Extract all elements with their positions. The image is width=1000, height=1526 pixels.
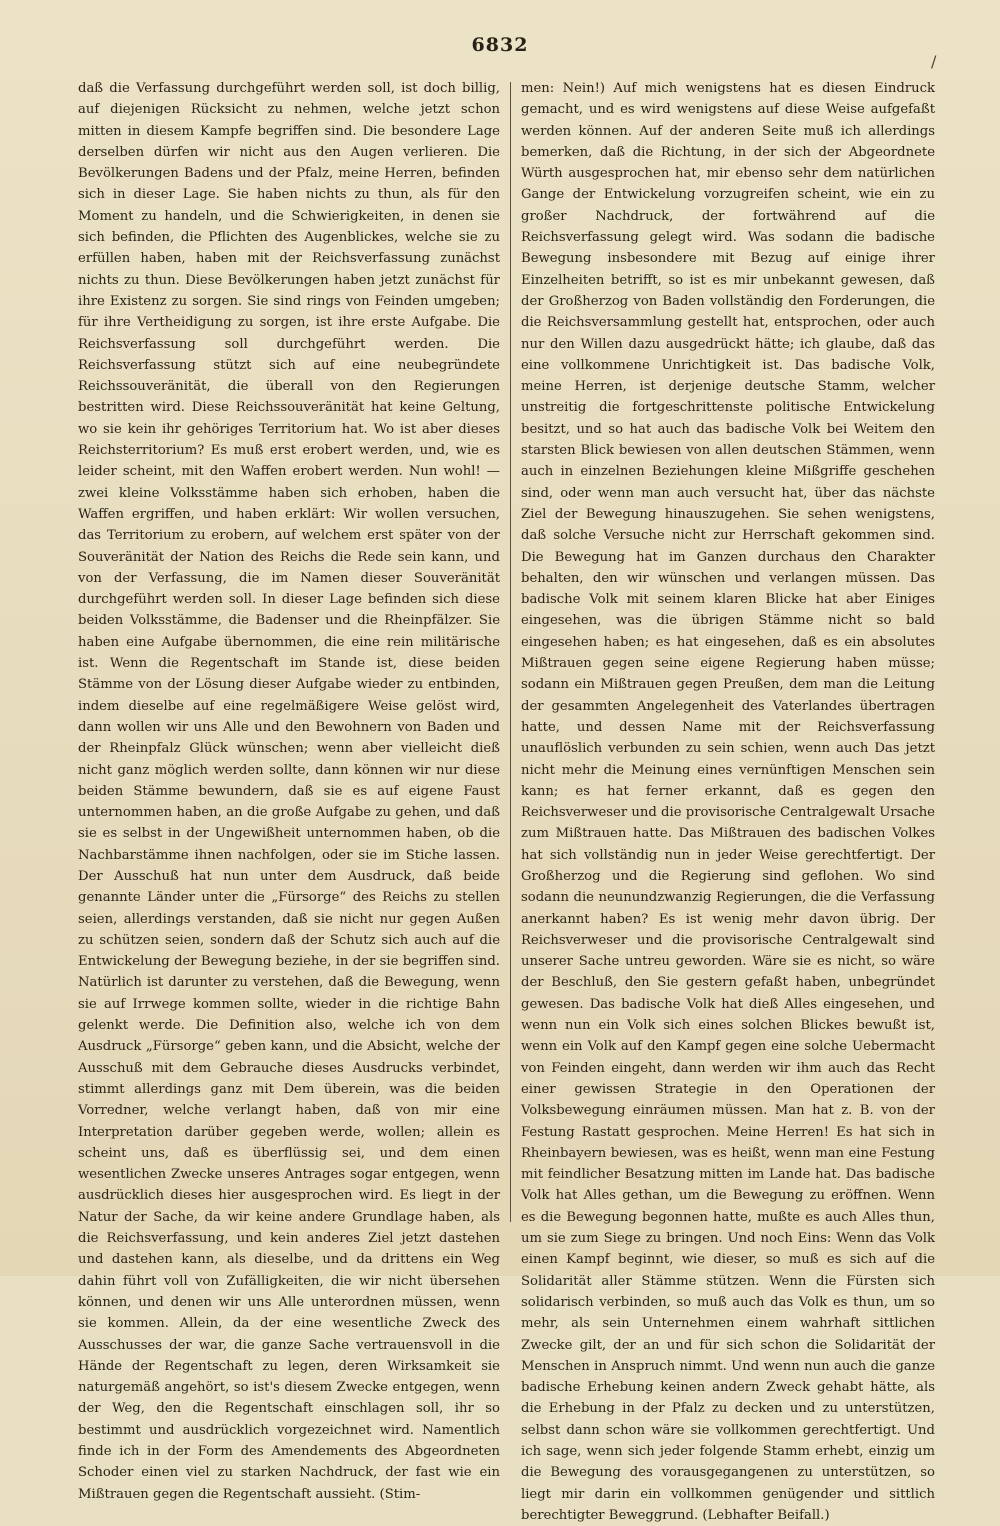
left-column-text: daß die Verfassung durchgeführt werden soll, ist doch billig, auf diejenigen Rücksicht zu nehmen, welche jetzt schon mitten in diesem Kampfe begriffen sind. Die besondere Lage derselben dürfen wir nicht aus den Augen verlieren. Die Bevölkerungen Badens und der Pfalz, meine Herren, befinden sich in dieser Lage. Sie haben nichts zu thun, als für den Moment zu handeln, und die Schwierigkeiten, in denen sie sich befinden, die Pflichten des Augenblickes, welche sie zu erfüllen haben, haben mit der Reichsverfassung zunächst nichts zu thun. Diese Bevölkerungen haben jetzt zunächst für ihre Existenz zu sorgen. Sie sind rings von Feinden umgeben; für ihre Vertheidigung zu sorgen, ist ihre erste Aufgabe. Die Reichsverfassung soll durchgeführt werden. Die Reichsverfassung stützt sich auf eine neubegründete Reichssouveränität, die überall von den Regierungen bestritten wird. Diese Reichssouveränität hat keine Geltung, wo sie kein ihr gehöriges Territorium hat. Wo ist aber dieses Reichsterritorium? Es muß erst erobert werden, und, wie es leider scheint, mit den Waffen erobert werden. Nun wohl! — zwei kleine Volksstämme haben sich erhoben, haben die Waffen ergriffen, und haben erklärt: Wir wollen versuchen, das Territorium zu erobern, auf welchem erst später von der Souveränität der Nation des Reichs die Rede sein kann, und von der Verfassung, die im Namen dieser Souveränität durchgeführt werden soll. In dieser Lage befinden sich diese beiden Volksstämme, die Badenser und die Rheinpfälzer. Sie haben eine Aufgabe übernommen, die eine rein militärische ist. Wenn die Regentschaft im Stande ist, diese beiden Stämme von der Lösung dieser Aufgabe wieder zu entbinden, indem dieselbe auf eine regelmäßigere Weise gelöst wird, dann wollen wir uns Alle und den Bewohnern von Baden und der Rheinpfalz Glück wünschen; wenn aber vielleicht dieß nicht ganz möglich werden sollte, dann können wir nur diese beiden Stämme bewundern, daß sie es auf eigene Faust unternommen haben, an die große Aufgabe zu gehen, und daß sie es selbst in der Ungewißheit unternommen haben, ob die Nachbarstämme ihnen nachfolgen, oder sie im Stiche lassen. Der Ausschuß hat nun unter dem Ausdruck, daß beide genannte Länder unter die „Fürsorge“ des Reichs zu stellen seien, allerdings verstanden, daß sie nicht nur gegen Außen zu schützen seien, sondern daß der Schutz sich auch auf die Entwickelung der Bewegung beziehe, in der sie begriffen sind. Natürlich ist darunter zu verstehen, daß die Bewegung, wenn sie auf Irrwege kommen sollte, wieder in die richtige Bahn gelenkt werde. Die Definition also, welche ich von dem Ausdruck „Fürsorge“ geben kann, und die Absicht, welche der Ausschuß mit dem Gebrauche dieses Ausdrucks verbindet, stimmt allerdings ganz mit Dem überein, was die beiden Vorredner, welche verlangt haben, daß von mir eine Interpretation darüber gegeben werde, wollen; allein es scheint uns, daß es überflüssig sei, und dem einen wesentlichen Zwecke unseres Antrages sogar entgegen, wenn ausdrücklich dieses hier ausgesprochen wird. Es liegt in der Natur der Sache, da wir keine andere Grundlage haben, als die Reichsverfassung, und kein anderes Ziel jetzt dastehen und dastehen kann, als dieselbe, und da drittens ein Weg dahin führt voll von Zufälligkeiten, die wir nicht übersehen können, und denen wir uns Alle unterordnen müssen, wenn sie kommen. Allein, da der eine wesentliche Zweck des Ausschusses der war, die ganze Sache vertrauensvoll in die Hände der Regentschaft zu legen, deren Wirksamkeit sie naturgemäß angehört, so ist's diesem Zwecke entgegen, wenn der Weg, den die Regentschaft einschlagen soll, ihr so bestimmt und ausdrücklich vorgezeichnet wird. Namentlich finde ich in der Form des Amendements des Abgeordneten Schoder einen viel zu starken Nachdruck, der fast wie ein Mißtrauen gegen die Regentschaft aussieht. (Stim- [78, 81, 500, 1502]
page-number: 6832 [471, 34, 529, 56]
corner-mark: / [931, 52, 937, 71]
column-divider [510, 82, 511, 1222]
left-column [78, 78, 500, 1502]
right-column [521, 78, 935, 1523]
right-column-text: men: Nein!) Auf mich wenigstens hat es diesen Eindruck gemacht, und es wird wenigstens auf diese Weise aufgefaßt werden können. Auf der anderen Seite muß ich allerdings bemerken, daß die Richtung, in der sich der Abgeordnete Würth ausgesprochen hat, mir ebenso sehr dem natürlichen Gange der Entwickelung vorzugreifen scheint, wie ein zu großer Nachdruck, der fortwährend auf die Reichsverfassung gelegt wird. Was sodann die badische Bewegung insbesondere mit Bezug auf einige ihrer Einzelheiten betrifft, so ist es mir unbekannt gewesen, daß der Großherzog von Baden vollständig den Forderungen, die die Reichsversammlung gestellt hat, entsprochen, oder auch nur den Willen dazu ausgedrückt hätte; ich glaube, daß das eine vollkommene Unrichtigkeit ist. Das badische Volk, meine Herren, ist derjenige deutsche Stamm, welcher unstreitig die fortgeschrittenste politische Entwickelung besitzt, und so hat auch das badische Volk bei Weitem den starsten Blick bewiesen von allen deutschen Stämmen, wenn auch in einzelnen Beziehungen kleine Mißgriffe geschehen sind, oder wenn man auch versucht hat, über das nächste Ziel der Bewegung hinauszugehen. Sie sehen wenigstens, daß solche Versuche nicht zur Herrschaft gekommen sind. Die Bewegung hat im Ganzen durchaus den Charakter behalten, den wir wünschen und verlangen müssen. Das badische Volk mit seinem klaren Blicke hat aber Einiges eingesehen, was die übrigen Stämme nicht so bald eingesehen haben; es hat eingesehen, daß es ein absolutes Mißtrauen gegen seine eigene Regierung haben müsse; sodann ein Mißtrauen gegen Preußen, dem man die Leitung der gesammten Angelegenheit des Vaterlandes übertragen hatte, und dessen Name mit der Reichsverfassung unauflöslich verbunden zu sein schien, wenn auch Das jetzt nicht mehr die Meinung eines vernünftigen Menschen sein kann; es hat ferner erkannt, daß es gegen den Reichsverweser und die provisorische Centralgewalt Ursache zum Mißtrauen hatte. Das Mißtrauen des badischen Volkes hat sich vollständig nun in jeder Weise gerechtfertigt. Der Großherzog und die Regierung sind geflohen. Wo sind sodann die neunundzwanzig Regierungen, die die Verfassung anerkannt haben? Es ist wenig mehr davon übrig. Der Reichsverweser und die provisorische Centralgewalt sind unserer Sache untreu geworden. Wäre sie es nicht, so wäre der Beschluß, den Sie gestern gefaßt haben, unbegründet gewesen. Das badische Volk hat dieß Alles eingesehen, und wenn nun ein Volk sich eines solchen Blickes bewußt ist, wenn ein Volk auf den Kampf gegen eine solche Uebermacht von Feinden eingeht, dann werden wir ihm auch das Recht einer gewissen Strategie in den Operationen der Volksbewegung einräumen müssen. Man hat z. B. von der Festung Rastatt gesprochen. Meine Herren! Es hat sich in Rheinbayern bewiesen, was es heißt, wenn man eine Festung mit feindlicher Besatzung mitten im Lande hat. Das badische Volk hat Alles gethan, um die Bewegung zu eröffnen. Wenn es die Bewegung begonnen hatte, mußte es auch Alles thun, um sie zum Siege zu bringen. Und noch Eins: Wenn das Volk einen Kampf beginnt, wie dieser, so muß es sich auf die Solidarität aller Stämme stützen. Wenn die Fürsten sich solidarisch verbinden, so muß auch das Volk es thun, um so mehr, als sein Unternehmen einem wahrhaft sittlichen Zwecke gilt, der an und für sich schon die Solidarität der Menschen in Anspruch nimmt. Und wenn nun auch die ganze badische Erhebung keinen andern Zweck gehabt hätte, als die Erhebung in der Pfalz zu decken und zu unterstützen, selbst dann schon wäre sie vollkommen gerechtfertigt. Und ich sage, wenn sich jeder folgende Stamm erhebt, einzig um die Bewegung des vorausgegangenen zu unterstützen, so liegt mir darin ein vollkommen genügender und sittlich berechtigter Beweggrund. (Lebhafter Beifall.) [521, 81, 935, 1523]
